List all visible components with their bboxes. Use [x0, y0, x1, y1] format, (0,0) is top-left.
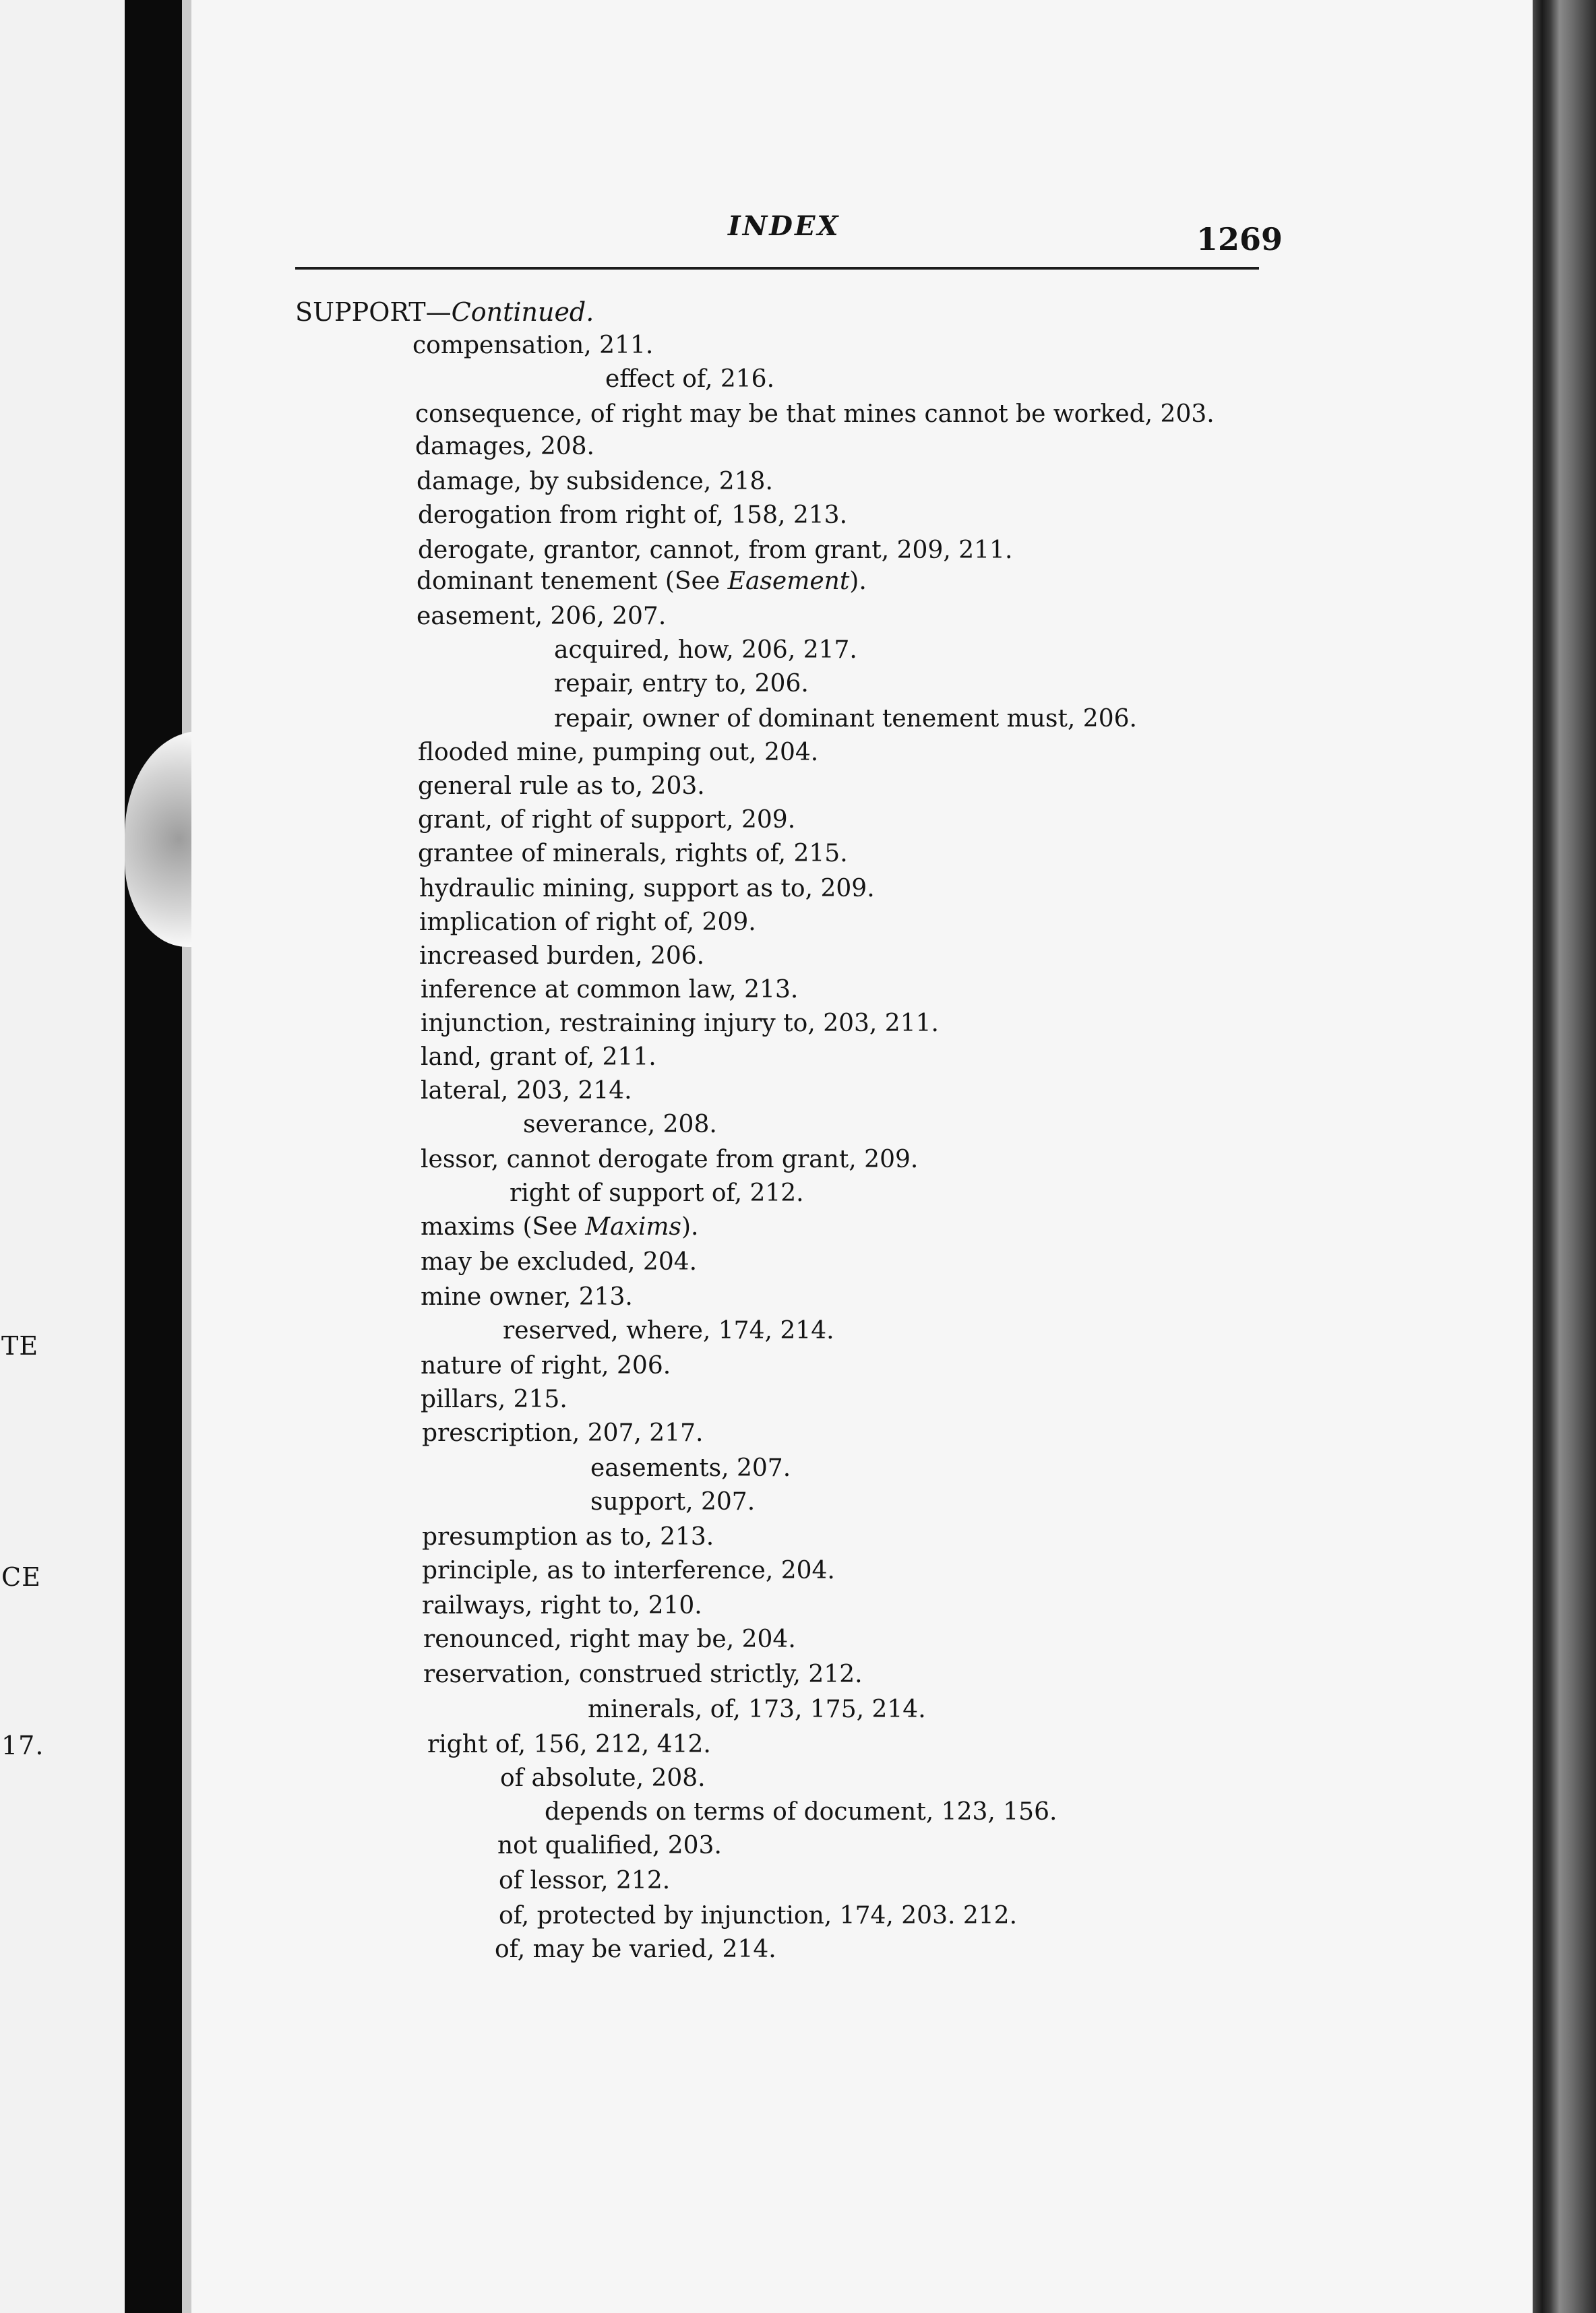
- margin-text-fragment: 17.: [1, 1731, 44, 1760]
- index-entry: grant, of right of support, 209.: [418, 806, 796, 834]
- book-gutter: [125, 0, 182, 2313]
- index-entry: nature of right, 206.: [421, 1352, 671, 1380]
- index-subentry: of absolute, 208.: [500, 1764, 706, 1792]
- index-subentry: support, 207.: [590, 1488, 756, 1516]
- index-subentry: not qualified, 203.: [497, 1832, 722, 1859]
- index-entry: easement, 206, 207.: [417, 603, 667, 630]
- header-rule: [295, 267, 1259, 270]
- index-subentry: of lessor, 212.: [499, 1867, 671, 1894]
- index-entry: presumption as to, 213.: [422, 1523, 714, 1551]
- index-entry: maxims (See Maxims).: [421, 1213, 699, 1241]
- index-entry: principle, as to interference, 204.: [422, 1557, 835, 1584]
- index-heading: SUPPORT—Continued.: [295, 297, 594, 327]
- page-stack-edge: [1533, 0, 1596, 2313]
- index-entry: pillars, 215.: [421, 1386, 567, 1413]
- index-entry: may be excluded, 204.: [421, 1248, 698, 1276]
- index-entry: inference at common law, 213.: [421, 976, 799, 1004]
- page-number: 1269: [1196, 221, 1283, 257]
- index-entry: right of, 156, 212, 412.: [427, 1731, 711, 1758]
- index-entry: hydraulic mining, support as to, 209.: [419, 875, 875, 902]
- index-subentry: depends on terms of document, 123, 156.: [545, 1798, 1057, 1826]
- index-subentry: acquired, how, 206, 217.: [554, 636, 857, 664]
- index-entry: lessor, cannot derogate from grant, 209.: [421, 1146, 919, 1173]
- index-entry: lateral, 203, 214.: [421, 1077, 632, 1105]
- index-entry: prescription, 207, 217.: [422, 1419, 704, 1447]
- index-entry: consequence, of right may be that mines cannot be worked, 203.: [415, 400, 1215, 428]
- index-entry: flooded mine, pumping out, 204.: [418, 739, 819, 766]
- index-subentry: right of support of, 212.: [510, 1179, 804, 1207]
- index-entry: increased burden, 206.: [419, 942, 705, 970]
- index-subentry: effect of, 216.: [605, 365, 775, 393]
- index-subentry: severance, 208.: [523, 1111, 717, 1138]
- index-subentry: repair, entry to, 206.: [554, 670, 809, 698]
- index-subentry: minerals, of, 173, 175, 214.: [588, 1696, 926, 1723]
- facing-page-edge: [0, 0, 125, 2313]
- index-entry: railways, right to, 210.: [422, 1592, 702, 1620]
- index-subentry: of, may be varied, 214.: [495, 1936, 776, 1963]
- index-subentry: of, protected by injunction, 174, 203. 212.: [499, 1902, 1018, 1930]
- index-entry: general rule as to, 203.: [418, 772, 705, 800]
- index-entry: land, grant of, 211.: [421, 1043, 656, 1071]
- index-entry: implication of right of, 209.: [419, 908, 756, 936]
- gutter-shadow: [182, 0, 191, 2313]
- index-entry: reservation, construed strictly, 212.: [423, 1661, 863, 1688]
- index-entry: derogation from right of, 158, 213.: [418, 501, 848, 529]
- index-subentry: easements, 207.: [590, 1454, 791, 1482]
- index-entry: derogate, grantor, cannot, from grant, 209, 211.: [418, 536, 1013, 564]
- index-entry: damage, by subsidence, 218.: [417, 468, 773, 495]
- index-subentry: reserved, where, 174, 214.: [503, 1317, 834, 1345]
- index-subentry: repair, owner of dominant tenement must, 206.: [554, 705, 1137, 733]
- index-entry: dominant tenement (See Easement).: [417, 567, 867, 595]
- margin-text-fragment: CE: [1, 1562, 41, 1592]
- running-header: INDEX: [728, 210, 840, 242]
- margin-text-fragment: TE: [1, 1331, 39, 1361]
- index-entry: mine owner, 213.: [421, 1283, 633, 1311]
- index-entry: compensation, 211.: [412, 332, 654, 359]
- index-entry: damages, 208.: [415, 433, 594, 460]
- index-entry: renounced, right may be, 204.: [423, 1626, 796, 1653]
- index-entry: injunction, restraining injury to, 203, 211.: [421, 1010, 939, 1037]
- index-entry: grantee of minerals, rights of, 215.: [418, 840, 848, 867]
